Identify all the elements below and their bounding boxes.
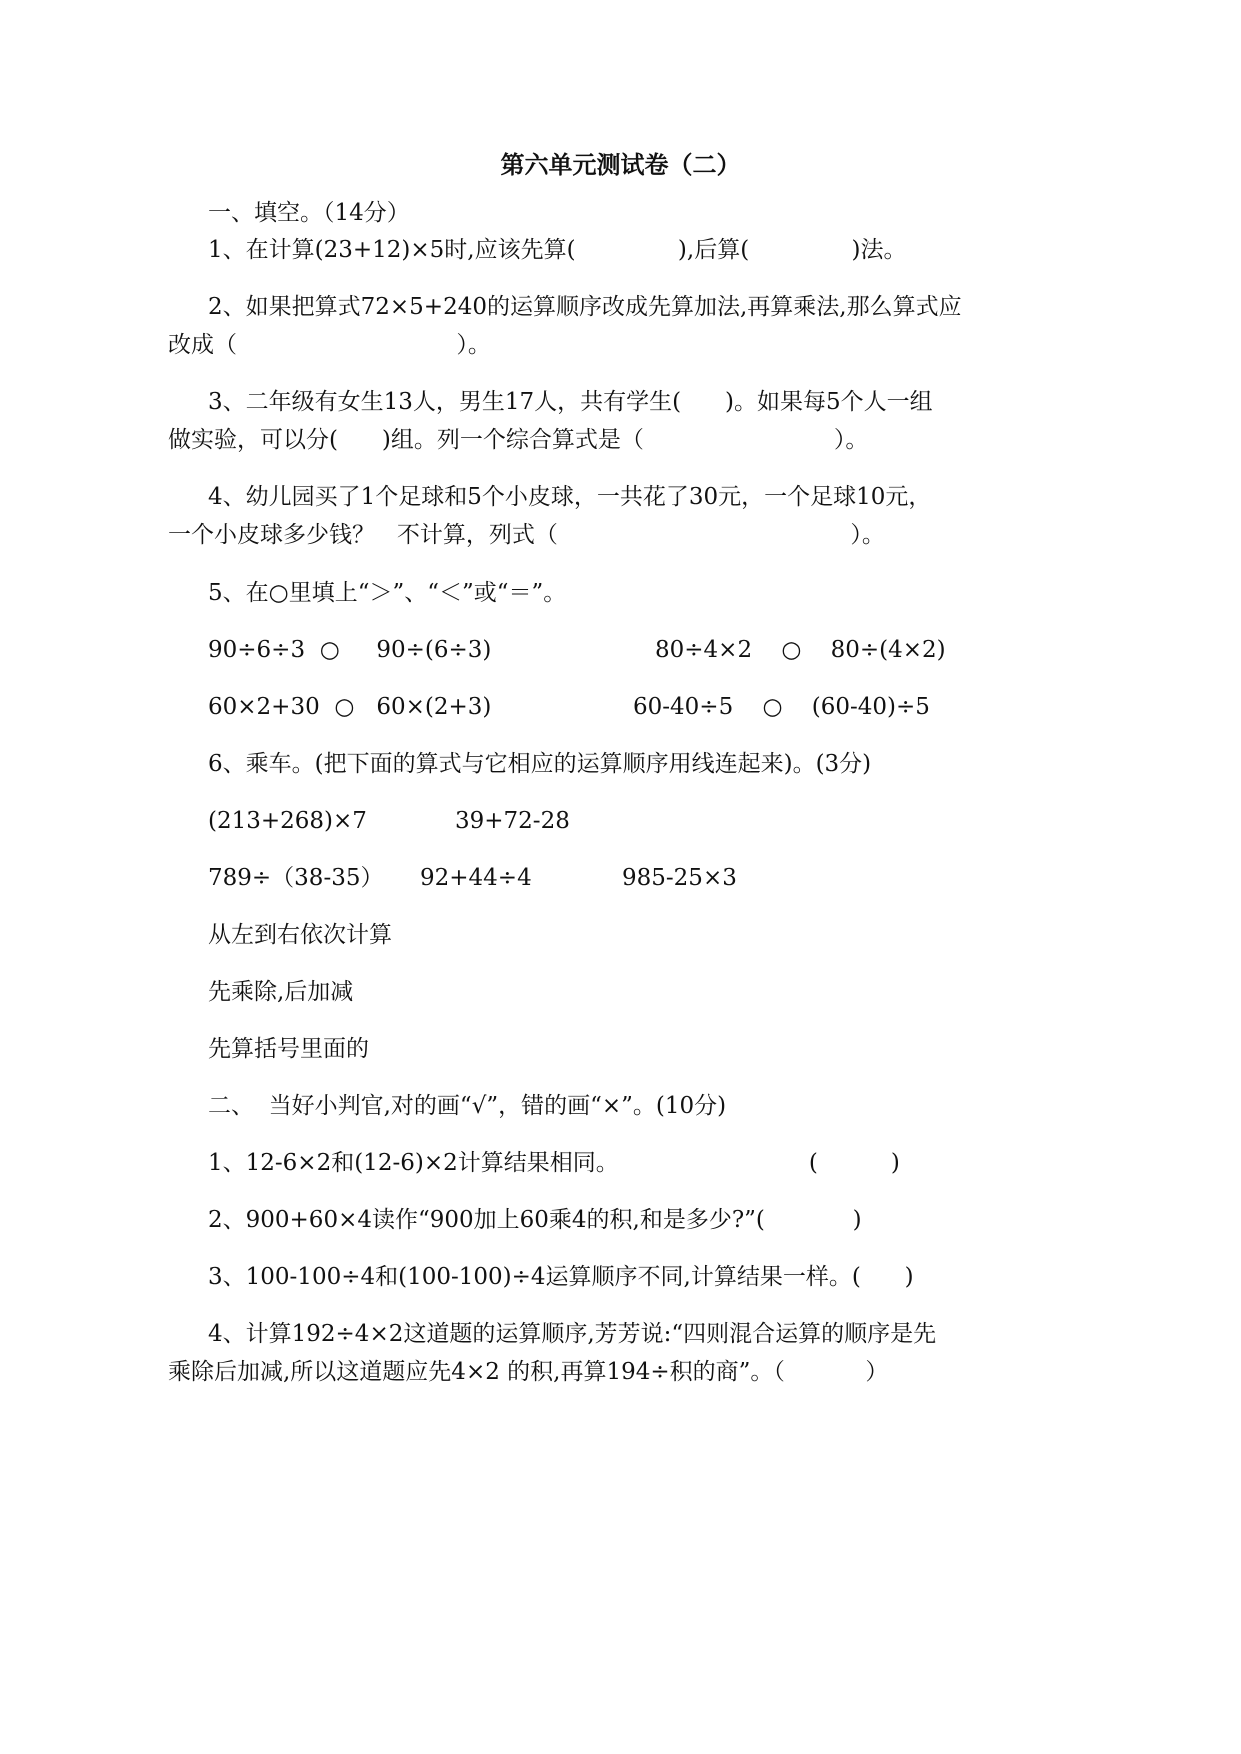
- expression-1: (213+268)×7: [208, 808, 367, 834]
- judge-item-4-line-2: 乘除后加减,所以这道题应先4×2 的积,再算194÷积的商”。（ ）: [168, 1359, 889, 1385]
- question-4-line-1: 4、幼儿园买了1个足球和5个小皮球，一共花了30元，一个足球10元，: [208, 484, 932, 510]
- question-3-line-2: 做实验，可以分( )组。列一个综合算式是（ ）。: [168, 427, 869, 453]
- question-5-header: 5、在○里填上“＞”、“＜”或“＝”。: [208, 580, 567, 606]
- question-6-header: 6、乘车。(把下面的算式与它相应的运算顺序用线连起来)。(3分): [208, 751, 872, 777]
- question-4-line-2: 一个小皮球多少钱？ 不计算，列式（ ）。: [168, 522, 885, 548]
- compare-row-1-left: 90÷6÷3 ○ 90÷(6÷3): [208, 637, 492, 663]
- question-3-line-1: 3、二年级有女生13人，男生17人，共有学生( )。如果每5个人一组: [208, 389, 933, 415]
- expression-2: 39+72-28: [455, 808, 570, 834]
- expression-3: 789÷（38-35）: [208, 865, 384, 891]
- judge-item-4-line-1: 4、计算192÷4×2这道题的运算顺序,芳芳说:“四则混合运算的顺序是先: [208, 1321, 937, 1347]
- expression-4: 92+44÷4: [420, 865, 532, 891]
- order-option-3: 先算括号里面的: [208, 1036, 369, 1062]
- compare-row-2-left: 60×2+30 ○ 60×(2+3): [208, 694, 492, 720]
- judge-item-3: 3、100-100÷4和(100-100)÷4运算顺序不同,计算结果一样。( ): [208, 1264, 914, 1290]
- question-2-line-1: 2、如果把算式72×5+240的运算顺序改成先算加法,再算乘法,那么算式应: [208, 294, 962, 320]
- judge-item-2: 2、900+60×4读作“900加上60乘4的积,和是多少?”( ): [208, 1207, 862, 1233]
- compare-row-1-right: 80÷4×2 ○ 80÷(4×2): [655, 637, 946, 663]
- page-title: 第六单元测试卷（二）: [500, 150, 741, 179]
- judge-item-1: 1、12-6×2和(12-6)×2计算结果相同。 ( ): [208, 1150, 900, 1176]
- section-header-fill: 一、填空。（14分）: [208, 200, 410, 226]
- order-option-1: 从左到右依次计算: [208, 922, 392, 948]
- compare-row-2-right: 60-40÷5 ○ (60-40)÷5: [633, 694, 930, 720]
- question-2-line-2: 改成（ ）。: [168, 332, 491, 358]
- section-header-judge: 二、 当好小判官,对的画“√”，错的画“×”。(10分): [208, 1093, 727, 1119]
- expression-5: 985-25×3: [622, 865, 737, 891]
- question-1: 1、在计算(23+12)×5时,应该先算( ),后算( )法。: [208, 237, 907, 263]
- order-option-2: 先乘除,后加减: [208, 979, 354, 1005]
